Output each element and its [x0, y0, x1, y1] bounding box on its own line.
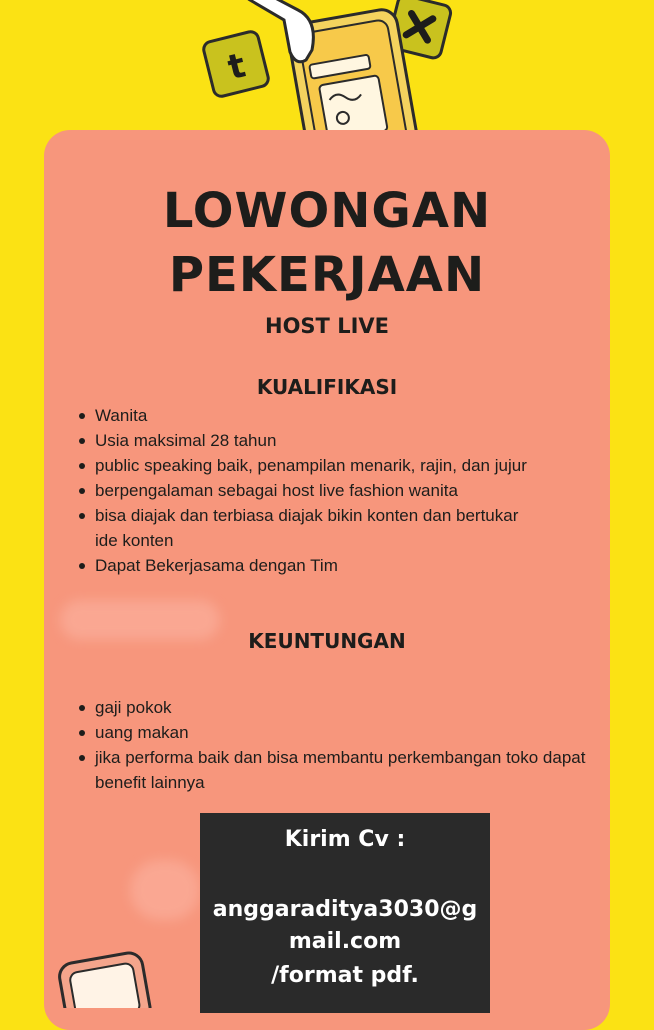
list-item: uang makan — [77, 720, 597, 745]
contact-box — [200, 813, 490, 1013]
list-item: gaji pokok — [77, 695, 597, 720]
list-item: jika performa baik dan bisa membantu perkembangan toko dapat benefit lainnya — [77, 745, 600, 795]
page-title-line-2: PEKERJAAN — [168, 247, 486, 303]
list-item: public speaking baik, penampilan menarik, rajin, dan jujur — [77, 453, 565, 478]
page-title-line-1: LOWONGAN — [162, 183, 492, 239]
list-item: Usia maksimal 28 tahun — [77, 428, 597, 453]
contact-email-line-1: anggaraditya3030@g — [212, 897, 478, 922]
contact-heading: Kirim Cv : — [284, 827, 406, 852]
qualifications-heading: KUALIFIKASI — [256, 375, 398, 399]
benefits-list — [77, 695, 597, 795]
contact-format: /format pdf. — [271, 963, 419, 988]
svg-text:t: t — [223, 45, 250, 89]
contact-email-line-2: mail.com — [288, 929, 402, 954]
blur-decoration — [130, 860, 200, 920]
qualifications-list — [77, 403, 597, 578]
phone-tile-icon — [52, 948, 152, 1008]
list-item: Wanita — [77, 403, 597, 428]
list-item: Dapat Bekerjasama dengan Tim — [77, 553, 597, 578]
list-item: berpengalaman sebagai host live fashion wanita — [77, 478, 597, 503]
list-item: bisa diajak dan terbiasa diajak bikin konten dan bertukar ide konten — [77, 503, 525, 553]
benefits-heading: KEUNTUNGAN — [248, 629, 406, 653]
position-title: HOST LIVE — [265, 314, 389, 338]
